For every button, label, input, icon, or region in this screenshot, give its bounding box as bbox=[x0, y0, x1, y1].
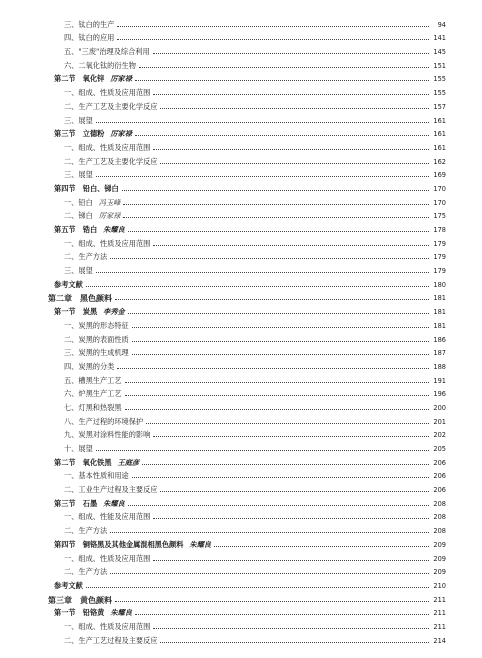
entry-page-number: 179 bbox=[433, 239, 446, 248]
entry-page-number: 161 bbox=[433, 143, 446, 152]
toc-entry bbox=[48, 412, 446, 426]
entry-title-text: 二、生产工艺及主要化学反应 bbox=[64, 156, 158, 166]
toc-entry-title bbox=[48, 62, 136, 70]
entry-title-text: 二、炭黑的表面性质 bbox=[64, 334, 129, 344]
toc-entry bbox=[48, 83, 446, 97]
entry-page-number: 211 bbox=[433, 609, 446, 618]
entry-page-number: 211 bbox=[433, 622, 446, 631]
entry-title-text: 二、生产工艺过程及主要反应 bbox=[64, 635, 158, 645]
entry-title-text: 二、锑白 bbox=[64, 211, 93, 221]
entry-title-text: 十、展望 bbox=[64, 444, 93, 453]
toc-entry bbox=[48, 275, 446, 289]
toc-entry bbox=[48, 111, 446, 125]
entry-page-number: 141 bbox=[433, 34, 446, 43]
table-of-contents bbox=[48, 15, 446, 645]
toc-entry bbox=[48, 166, 446, 180]
entry-page-number: 208 bbox=[433, 527, 446, 536]
entry-page-number: 206 bbox=[433, 458, 446, 467]
toc-entry-title bbox=[48, 75, 132, 83]
toc-entry-title bbox=[48, 308, 125, 316]
entry-page-number: 209 bbox=[433, 554, 446, 563]
entry-page-number: 181 bbox=[433, 294, 446, 303]
toc-entry-title bbox=[48, 390, 122, 398]
entry-title-text: 五、槽黑生产工艺 bbox=[64, 375, 122, 385]
dot-leader bbox=[110, 572, 429, 574]
toc-entry bbox=[48, 234, 446, 248]
toc-entry bbox=[48, 508, 446, 522]
entry-title-text: 二、生产方法 bbox=[64, 567, 108, 577]
dot-leader bbox=[128, 504, 429, 506]
toc-entry-title bbox=[48, 89, 150, 97]
dot-leader bbox=[153, 148, 429, 150]
toc-entry-title bbox=[48, 199, 120, 207]
toc-entry-title bbox=[48, 267, 93, 275]
entry-page-number: 181 bbox=[433, 308, 446, 317]
toc-entry bbox=[48, 521, 446, 535]
entry-title-text: 二、工业生产过程及主要反应 bbox=[64, 485, 158, 495]
entry-title-text: 第三节 立德粉 bbox=[54, 129, 105, 139]
entry-page-number: 201 bbox=[433, 417, 446, 426]
dot-leader bbox=[153, 93, 429, 95]
entry-title-text: 二、生产方法 bbox=[64, 252, 108, 262]
dot-leader bbox=[117, 38, 429, 40]
toc-entry bbox=[48, 179, 446, 193]
toc-entry bbox=[48, 426, 446, 440]
entry-page-number: 179 bbox=[433, 253, 446, 262]
toc-entry-title bbox=[48, 185, 119, 193]
entry-page-number: 161 bbox=[433, 116, 446, 125]
entry-title-text: 第四节 铅白、锑白 bbox=[54, 183, 119, 193]
toc-entry-title bbox=[48, 21, 114, 29]
toc-entry-title bbox=[48, 486, 157, 494]
toc-entry-title bbox=[48, 596, 112, 604]
entry-page-number: 206 bbox=[433, 486, 446, 495]
entry-title-text: 六、炉黑生产工艺 bbox=[64, 389, 122, 399]
toc-entry-title bbox=[48, 281, 83, 289]
entry-title-text: 第五节 锆白 bbox=[54, 225, 98, 234]
toc-entry bbox=[48, 371, 446, 385]
dot-leader bbox=[160, 107, 429, 109]
entry-page-number: 175 bbox=[433, 212, 446, 221]
toc-entry bbox=[48, 97, 446, 111]
entry-author: 冯玉峰 bbox=[98, 197, 121, 207]
toc-entry bbox=[48, 302, 446, 316]
entry-title-text: 一、组成、性质及应用范围 bbox=[64, 553, 151, 563]
toc-entry bbox=[48, 631, 446, 645]
dot-leader bbox=[132, 476, 429, 478]
entry-page-number: 161 bbox=[433, 130, 446, 139]
dot-leader bbox=[96, 449, 429, 451]
dot-leader bbox=[86, 586, 429, 588]
toc-entry-title bbox=[48, 637, 157, 645]
entry-page-number: 180 bbox=[433, 280, 446, 289]
toc-entry-title bbox=[48, 253, 107, 261]
entry-page-number: 155 bbox=[433, 89, 446, 98]
entry-title-text: 一、组成、性质及应用范围 bbox=[64, 88, 151, 98]
entry-title-text: 三、展望 bbox=[64, 170, 93, 180]
toc-entry bbox=[48, 576, 446, 590]
toc-entry-title bbox=[48, 294, 112, 302]
entry-page-number: 206 bbox=[433, 472, 446, 481]
dot-leader bbox=[122, 189, 429, 191]
entry-author: 厉家禄 bbox=[110, 129, 132, 139]
entry-title-text: 四、钛白的应用 bbox=[64, 33, 115, 43]
entry-author: 李秀金 bbox=[103, 307, 125, 317]
toc-entry-title bbox=[48, 349, 129, 357]
entry-title-text: 九、炭黑对涂料性能的影响 bbox=[64, 430, 151, 440]
toc-entry-title bbox=[48, 130, 132, 138]
entry-page-number: 186 bbox=[433, 335, 446, 344]
toc-entry-title bbox=[48, 117, 93, 125]
toc-entry-title bbox=[48, 459, 139, 467]
toc-entry bbox=[48, 453, 446, 467]
entry-author: 朱耀良 bbox=[103, 225, 125, 234]
toc-entry-title bbox=[48, 404, 122, 412]
dot-leader bbox=[115, 298, 429, 300]
toc-entry-title bbox=[48, 336, 129, 344]
entry-page-number: 162 bbox=[433, 157, 446, 166]
toc-entry-title bbox=[48, 582, 83, 590]
entry-page-number: 208 bbox=[433, 513, 446, 522]
entry-title-text: 第三章 黄色颜料 bbox=[48, 594, 112, 605]
toc-entry bbox=[48, 193, 446, 207]
toc-entry-title bbox=[48, 445, 93, 453]
entry-author: 厉家禄 bbox=[98, 211, 121, 221]
toc-entry bbox=[48, 480, 446, 494]
toc-entry-title bbox=[48, 103, 157, 111]
toc-entry-title bbox=[48, 48, 150, 56]
dot-leader bbox=[153, 244, 429, 246]
entry-title-text: 三、展望 bbox=[64, 115, 93, 125]
toc-entry-title bbox=[48, 322, 129, 330]
entry-author: 朱耀良 bbox=[189, 539, 211, 549]
toc-entry-title bbox=[48, 240, 150, 248]
entry-title-text: 一、炭黑的形态特征 bbox=[64, 320, 129, 330]
toc-entry bbox=[48, 29, 446, 43]
dot-leader bbox=[96, 121, 429, 123]
toc-entry bbox=[48, 15, 446, 29]
entry-page-number: 200 bbox=[433, 403, 446, 412]
toc-entry bbox=[48, 316, 446, 330]
dot-leader bbox=[160, 641, 429, 643]
entry-page-number: 188 bbox=[433, 362, 446, 371]
entry-title-text: 三、钛白的生产 bbox=[64, 19, 115, 29]
entry-page-number: 157 bbox=[433, 102, 446, 111]
entry-title-text: 六、二氧化钛的衍生物 bbox=[64, 60, 136, 70]
entry-page-number: 208 bbox=[433, 499, 446, 508]
toc-entry bbox=[48, 289, 446, 303]
toc-entry-title bbox=[48, 623, 150, 631]
toc-entry-title bbox=[48, 171, 93, 179]
entry-title-text: 参考文献 bbox=[54, 580, 83, 590]
entry-page-number: 211 bbox=[433, 595, 446, 604]
toc-entry-title bbox=[48, 527, 107, 535]
toc-entry-title bbox=[48, 500, 125, 508]
entry-title-text: 第一节 铅铬黄 bbox=[54, 608, 105, 618]
entry-page-number: 170 bbox=[433, 198, 446, 207]
dot-leader bbox=[135, 613, 429, 615]
entry-page-number: 209 bbox=[433, 540, 446, 549]
entry-page-number: 179 bbox=[433, 267, 446, 276]
toc-entry bbox=[48, 590, 446, 604]
entry-page-number: 145 bbox=[433, 48, 446, 57]
dot-leader bbox=[132, 340, 429, 342]
entry-title-text: 第二节 氧化铁黑 bbox=[54, 457, 112, 467]
toc-entry bbox=[48, 220, 446, 234]
entry-title-text: 五、"三废"治理及综合利用 bbox=[64, 47, 150, 57]
entry-title-text: 参考文献 bbox=[54, 279, 83, 289]
toc-entry bbox=[48, 261, 446, 275]
toc-entry bbox=[48, 42, 446, 56]
dot-leader bbox=[110, 531, 429, 533]
dot-leader bbox=[135, 79, 429, 81]
entry-page-number: 202 bbox=[433, 431, 446, 440]
toc-entry bbox=[48, 330, 446, 344]
toc-entry-title bbox=[48, 609, 132, 617]
dot-leader bbox=[128, 230, 429, 232]
toc-entry-title bbox=[48, 418, 143, 426]
entry-title-text: 一、组成、性能及应用范围 bbox=[64, 512, 151, 522]
toc-entry bbox=[48, 385, 446, 399]
entry-title-text: 第四节 铜铬黑及其他金属混相黑色颜料 bbox=[54, 539, 184, 549]
toc-entry bbox=[48, 138, 446, 152]
toc-entry-title bbox=[48, 513, 150, 521]
dot-leader bbox=[153, 435, 429, 437]
toc-entry-title bbox=[48, 34, 114, 42]
dot-leader bbox=[117, 367, 429, 369]
dot-leader bbox=[146, 422, 429, 424]
dot-leader bbox=[153, 627, 429, 629]
toc-entry bbox=[48, 617, 446, 631]
entry-author: 王庭彦 bbox=[117, 457, 140, 467]
dot-leader bbox=[128, 312, 429, 314]
entry-title-text: 八、生产过程的环境保护 bbox=[64, 416, 144, 426]
toc-entry bbox=[48, 467, 446, 481]
entry-title-text: 第二章 黑色颜料 bbox=[48, 293, 112, 304]
entry-page-number: 187 bbox=[433, 349, 446, 358]
entry-title-text: 一、基本性质和用途 bbox=[64, 471, 129, 481]
toc-entry bbox=[48, 344, 446, 358]
toc-entry bbox=[48, 535, 446, 549]
dot-leader bbox=[214, 545, 429, 547]
entry-page-number: 169 bbox=[433, 171, 446, 180]
dot-leader bbox=[86, 285, 429, 287]
toc-entry bbox=[48, 248, 446, 262]
dot-leader bbox=[96, 175, 429, 177]
entry-page-number: 181 bbox=[433, 321, 446, 330]
toc-entry bbox=[48, 56, 446, 70]
toc-entry bbox=[48, 549, 446, 563]
entry-page-number: 205 bbox=[433, 445, 446, 453]
dot-leader bbox=[153, 517, 429, 519]
dot-leader bbox=[125, 381, 429, 383]
entry-page-number: 170 bbox=[433, 184, 446, 193]
entry-title-text: 一、组成、性质及应用范围 bbox=[64, 621, 151, 631]
toc-entry-title bbox=[48, 144, 150, 152]
entry-title-text: 二、生产工艺及主要化学反应 bbox=[64, 101, 158, 111]
toc-entry bbox=[48, 70, 446, 84]
toc-entry bbox=[48, 357, 446, 371]
entry-title-text: 第二节 氧化锌 bbox=[54, 74, 105, 84]
toc-entry-title bbox=[48, 363, 114, 371]
dot-leader bbox=[123, 203, 429, 205]
toc-entry-title bbox=[48, 377, 122, 385]
entry-page-number: 151 bbox=[433, 61, 446, 70]
dot-leader bbox=[153, 559, 429, 561]
dot-leader bbox=[160, 490, 429, 492]
toc-entry bbox=[48, 152, 446, 166]
toc-entry-title bbox=[48, 555, 150, 563]
dot-leader bbox=[125, 408, 429, 410]
entry-author: 朱耀良 bbox=[103, 498, 125, 508]
dot-leader bbox=[115, 600, 429, 602]
toc-entry-title bbox=[48, 472, 129, 480]
toc-entry bbox=[48, 439, 446, 453]
dot-leader bbox=[132, 326, 429, 328]
entry-page-number: 178 bbox=[433, 226, 446, 234]
dot-leader bbox=[117, 25, 429, 27]
dot-leader bbox=[139, 66, 429, 68]
entry-title-text: 四、炭黑的分类 bbox=[64, 361, 115, 371]
entry-page-number: 155 bbox=[433, 75, 446, 84]
dot-leader bbox=[110, 257, 429, 259]
entry-page-number: 94 bbox=[437, 20, 446, 29]
entry-page-number: 196 bbox=[433, 390, 446, 399]
toc-entry bbox=[48, 125, 446, 139]
entry-title-text: 一、组成、性质及应用范围 bbox=[64, 142, 151, 152]
dot-leader bbox=[132, 353, 429, 355]
entry-page-number: 210 bbox=[433, 581, 446, 590]
toc-entry-title bbox=[48, 226, 125, 234]
toc-entry bbox=[48, 207, 446, 221]
dot-leader bbox=[142, 463, 429, 465]
toc-entry-title bbox=[48, 158, 157, 166]
toc-entry bbox=[48, 398, 446, 412]
dot-leader bbox=[160, 162, 429, 164]
entry-author: 厉家禄 bbox=[110, 74, 132, 84]
entry-author: 朱耀良 bbox=[110, 608, 132, 618]
dot-leader bbox=[96, 271, 429, 273]
toc-entry-title bbox=[48, 431, 150, 439]
entry-page-number: 214 bbox=[433, 636, 446, 645]
toc-entry bbox=[48, 494, 446, 508]
toc-entry bbox=[48, 604, 446, 618]
entry-page-number: 209 bbox=[433, 568, 446, 577]
dot-leader bbox=[125, 394, 429, 396]
toc-entry-title bbox=[48, 212, 120, 220]
entry-title-text: 一、铅白 bbox=[64, 197, 93, 207]
entry-title-text: 三、展望 bbox=[64, 266, 93, 276]
entry-title-text: 第一节 炭黑 bbox=[54, 307, 98, 317]
toc-entry-title bbox=[48, 568, 107, 576]
entry-title-text: 第三节 石墨 bbox=[54, 498, 98, 508]
entry-title-text: 三、炭黑的生成机理 bbox=[64, 348, 129, 358]
entry-title-text: 一、组成、性质及应用范围 bbox=[64, 238, 151, 248]
dot-leader bbox=[135, 134, 429, 136]
entry-page-number: 191 bbox=[433, 376, 446, 385]
dot-leader bbox=[123, 216, 429, 218]
toc-entry-title bbox=[48, 541, 211, 549]
entry-title-text: 七、灯黑和热裂黑 bbox=[64, 402, 122, 412]
dot-leader bbox=[153, 52, 429, 54]
entry-title-text: 二、生产方法 bbox=[64, 526, 108, 536]
toc-entry bbox=[48, 563, 446, 577]
